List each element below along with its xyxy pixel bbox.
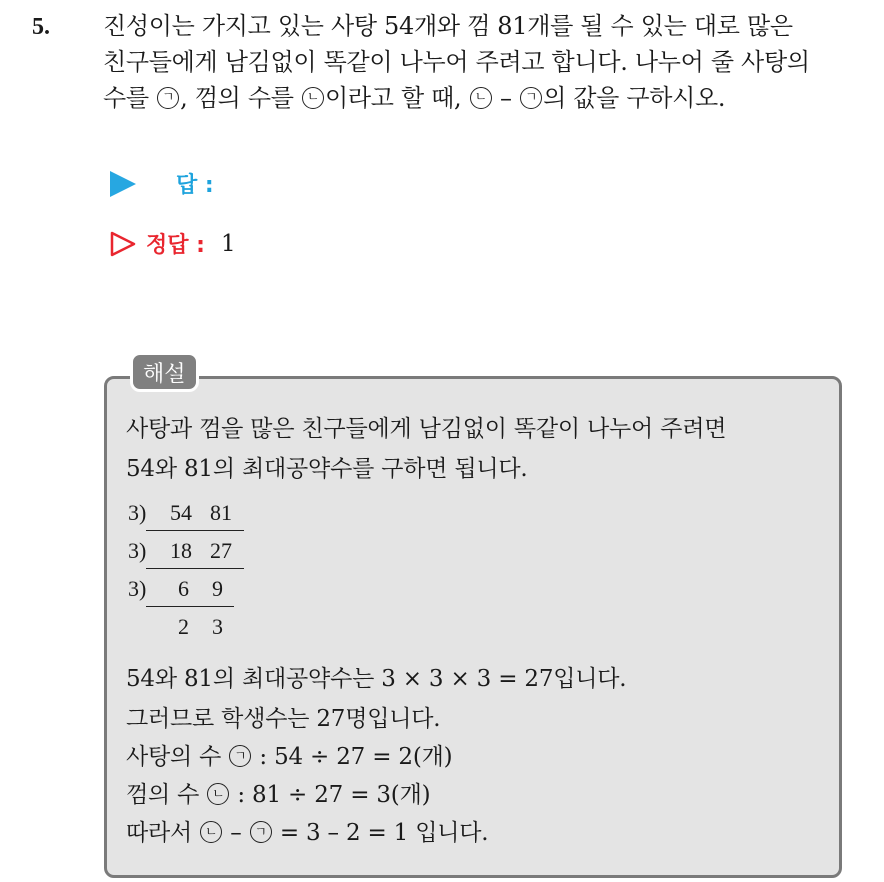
- question-line-2: 친구들에게 남김없이 똑같이 나누어 주려고 합니다. 나누어 줄 사탕의: [103, 48, 810, 76]
- question-line-3: [103, 80, 878, 116]
- division-divisor: 3): [128, 538, 147, 563]
- division-value: 3: [212, 614, 223, 639]
- solution-tag: 해설: [130, 352, 199, 392]
- division-rule: [146, 530, 244, 531]
- circled-giyeok-symbol: ㄱ: [520, 87, 542, 109]
- q-text-part: 의 값을 구하시오.: [543, 84, 726, 112]
- division-value: 81: [210, 500, 232, 525]
- answer-label: 답 :: [176, 173, 214, 198]
- division-value: 54: [170, 500, 192, 525]
- question-number: 5.: [32, 14, 50, 40]
- circled-giyeok-symbol: ㄱ: [229, 745, 251, 767]
- circled-giyeok-symbol: ㄱ: [250, 821, 272, 843]
- circled-nieun-symbol: ㄴ: [207, 783, 229, 805]
- sol-text-part: = 3 – 2 = 1 입니다.: [272, 820, 489, 846]
- q-text-part: , 껌의 수를: [180, 84, 301, 112]
- division-divisor: 3): [128, 576, 147, 601]
- solution-line-6: [126, 776, 430, 809]
- sol-text-part: –: [223, 820, 249, 846]
- question-line-1: 진성이는 가지고 있는 사탕 54개와 껌 81개를 될 수 있는 대로 많은: [103, 12, 793, 40]
- division-value: 9: [212, 576, 223, 601]
- division-value: 6: [178, 576, 189, 601]
- circled-giyeok-symbol: ㄱ: [157, 87, 179, 109]
- division-rule: [146, 606, 234, 607]
- division-rule: [146, 568, 244, 569]
- sol-text-part: 따라서: [126, 820, 200, 846]
- division-value: 27: [210, 538, 232, 563]
- solution-line-4: 그러므로 학생수는 27명입니다.: [126, 706, 441, 732]
- correct-answer-label: 정답 :: [146, 233, 205, 258]
- q-text-part: 이라고 할 때,: [324, 84, 469, 112]
- sol-text-part: 사탕의 수: [126, 744, 229, 770]
- filled-triangle-icon: [110, 171, 136, 197]
- solution-line-1: 사탕과 껌을 많은 친구들에게 남김없이 똑같이 나누어 주려면: [126, 416, 727, 442]
- division-value: 2: [178, 614, 189, 639]
- q-text-part: –: [492, 84, 520, 112]
- circled-nieun-symbol: ㄴ: [200, 821, 222, 843]
- outline-triangle-icon: [110, 231, 136, 257]
- solution-line-5: [126, 738, 452, 771]
- question-text: [103, 8, 878, 116]
- correct-answer-value: 1: [220, 230, 236, 257]
- division-divisor: 3): [128, 500, 147, 525]
- sol-text-part: : 54 ÷ 27 = 2(개): [252, 744, 453, 770]
- solution-line-3: 54와 81의 최대공약수는 3 × 3 × 3 = 27입니다.: [126, 666, 627, 692]
- division-value: 18: [170, 538, 192, 563]
- correct-answer-row: [110, 228, 236, 259]
- sol-text-part: : 81 ÷ 27 = 3(개): [230, 782, 431, 808]
- circled-nieun-symbol: ㄴ: [470, 87, 492, 109]
- sol-text-part: 껌의 수: [126, 782, 207, 808]
- solution-line-2: 54와 81의 최대공약수를 구하면 됩니다.: [126, 456, 528, 482]
- solution-line-7: [126, 814, 488, 847]
- circled-nieun-symbol: ㄴ: [302, 87, 324, 109]
- q-text-part: 수를: [103, 84, 157, 112]
- answer-row: [110, 168, 214, 199]
